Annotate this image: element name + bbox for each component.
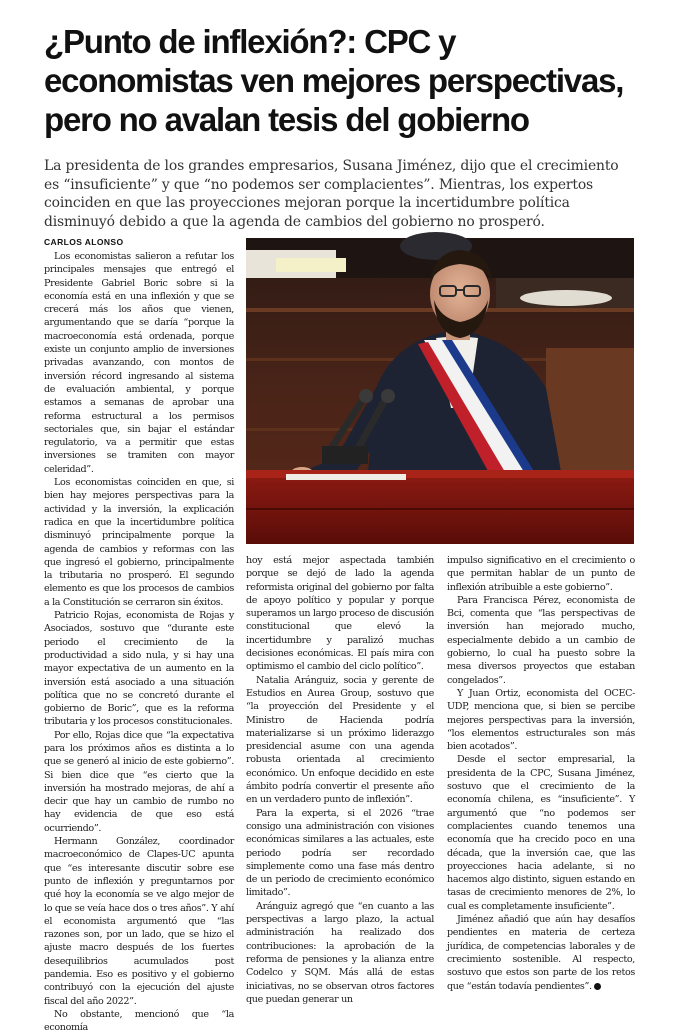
article-column-1: [44, 250, 234, 1034]
paragraph: impulso significativo en el crecimiento o que permitan hablar de un punto de inflexión atribuible a este gobierno”.: [447, 555, 635, 593]
article-column-3: [447, 554, 635, 992]
speaker-at-podium-icon: [246, 238, 634, 544]
paragraph: Patricio Rojas, economista de Rojas y Asociados, sostuvo que “durante este periodo el crecimiento de la productividad a sido nula, y si hay una mayor expectativa de un aumento en la inversión está asociado a una situación política que no se concretó durante el gobierno de Boric”, que es la reforma tributaria y los procesos constitucionales.: [44, 610, 234, 728]
author-byline: CARLOS ALONSO: [44, 237, 124, 247]
article-subheadline: [44, 157, 634, 231]
subhead-line: La presidenta de los grandes empresarios, Susana Jiménez, dijo que el crecimiento: [44, 158, 619, 174]
headline-line: ¿Punto de inflexión?: CPC y: [44, 23, 456, 60]
paragraph: Por ello, Rojas dice que “la expectativa para los próximos años es distinta a lo que se generó al inicio de este gobierno”. Si bien dice que “es cierto que la inversión ha mostrado mejoras, de ahí a decir que hay un cambio de rumbo no hay evidencia de que eso está ocurriendo”.: [44, 729, 234, 834]
paragraph: hoy está mejor aspectada también porque se dejó de lado la agenda reformista original del gobierno por falta de apoyo político y popular y porque superamos un largo proceso de discusión constitucional que elevó la incertidumbre y paralizó muchas decisiones económicas. El país mira con optimismo el cambio del ciclo político”.: [246, 555, 434, 673]
paragraph: Para la experta, si el 2026 “trae consigo una administración con visiones económicas similares a las actuales, este periodo podría ser recordado simplemente como una fase más dentro de un periodo de crecimiento económico limitado”.: [246, 807, 434, 899]
paragraph: Los economistas coinciden en que, si bien hay mejores perspectivas para la actividad y la inversión, la explicación radica en que la incertidumbre política disminuyó principalmente porque la agenda de cambios y reformas con las que ingresó el gobierno, principalmente la tributaria no prosperó. El segundo elemento es que los procesos de cambios a la Constitución se cerraron sin éxitos.: [44, 477, 234, 608]
paragraph: Aránguiz agregó que “en cuanto a las perspectivas a largo plazo, la actual administración ha realizado dos contribuciones: la aprobación de la reforma de pensiones y la alianza entre Codelco y SQM. Más allá de estas iniciativas, no se observan otros factores que puedan generar un: [246, 900, 434, 1005]
subhead-line: coinciden en que las proyecciones mejoran porque la incertidumbre política: [44, 195, 570, 211]
headline-line: economistas ven mejores perspectivas,: [44, 62, 624, 99]
paragraph: No obstante, mencionó que “la economía: [44, 1008, 234, 1034]
paragraph-final: [447, 913, 635, 993]
paragraph: Natalia Aránguiz, socia y gerente de Estudios en Aurea Group, sostuvo que “la proyección del Presidente y el Ministro de Hacienda podría materializarse si un próximo liderazgo presidencial asume con una agenda robusta orientada al crecimiento económico. Un enfoque decidido en este ámbito podría convertir el presente año en un verdadero punto de inflexión”.: [246, 674, 434, 806]
paragraph: Para Francisca Pérez, economista de Bci, comenta que “las perspectivas de inversión han mejorado mucho, especialmente debido a un cambio de gobierno, lo cual ha puesto sobre la mesa diversos proyectos que estaban congelados”.: [447, 594, 635, 686]
paragraph-text: Jiménez añadió que aún hay desafíos pendientes en materia de certeza jurídica, de competencias laborales y de crecimiento sostenible. Al respecto, sostuvo que estos son parte de los retos que “están todavía pendientes”.: [447, 914, 635, 992]
paragraph: Hermann González, coordinador macroeconómico de Clapes-UC apunta que “es interesante discutir sobre ese punto de inflexión y preguntarnos por qué hoy la economía se ve algo mejor de lo que se veía hace dos o tres años”. Y ahí el economista argumentó que “las razones son, por un lado, que se hizo el ajuste macro después de los fuertes desequilibrios acumulados post pandemia. Eso es positivo y el gobierno contribuyó con la ejecución del ajuste fiscal del año 2022”.: [44, 836, 234, 1007]
article-column-2: [246, 554, 434, 1005]
subhead-line: es “insuficiente” y que “no podemos ser complacientes”. Mientras, los expertos: [44, 176, 594, 193]
article-headline: [44, 22, 664, 139]
end-of-article-icon: [594, 983, 601, 990]
paragraph: Los economistas salieron a refutar los principales mensajes que entregó el Presidente Gabriel Boric sobre si la economía está en una inflexión y que se crecerá más los años que vienen, argumentando que se daría “porque la macroeconomía está ordenada, porque existe un conjunto amplio de inversiones privadas avanzando, con montos de inversión récord ingresando al sistema de evaluación ambiental, y porque estamos a semanas de aprobar una reforma estructural a los permisos sectoriales que, sin bajar el estándar regulatorio, va a permitir que estas inversiones se tramiten con mayor celeridad”.: [44, 251, 234, 475]
paragraph: Y Juan Ortiz, economista del OCEC-UDP, menciona que, si bien se percibe mejores perspectivas para la inversión, “los elementos estructurales son más bien acotados”.: [447, 687, 635, 753]
subhead-line: disminuyó debido a que la agenda de cambios del gobierno no prosperó.: [44, 213, 545, 230]
president-speaking-photo: [246, 238, 634, 544]
headline-line: pero no avalan tesis del gobierno: [44, 101, 529, 138]
paragraph: Desde el sector empresarial, la presidenta de la CPC, Susana Jiménez, sostuvo que el crecimiento de la economía chilena, es “insuficiente”. Y argumentó que “no podemos ser complacientes cuando tenemos una economía que ha crecido poco en una década, que la inversión cae, que las proyecciones hacia adelante, si no hacemos algo distinto, siguen estando en tasas de crecimiento menores de 2%, lo cual es completamente insuficiente”.: [447, 754, 635, 912]
